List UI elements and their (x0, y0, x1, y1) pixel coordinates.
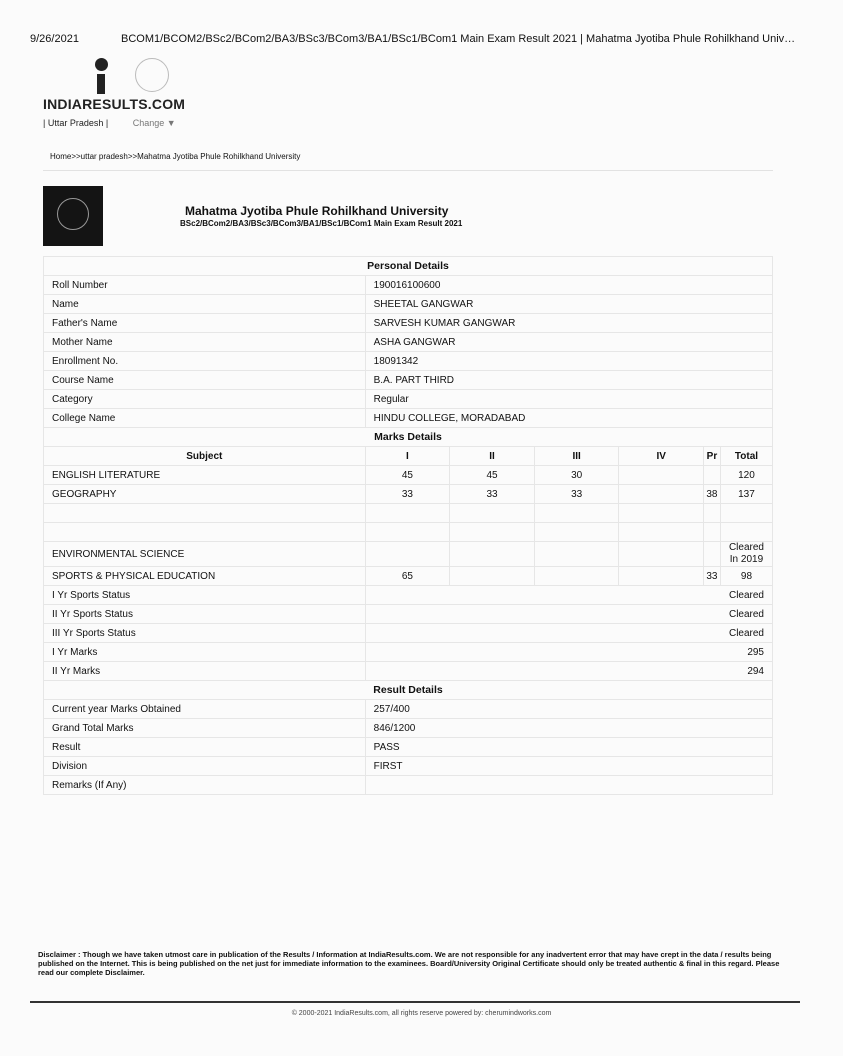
table-row: ENVIRONMENTAL SCIENCE Cleared In 2019 (44, 542, 773, 567)
marks-details-heading: Marks Details (44, 428, 773, 447)
table-row: II Yr Sports Status Cleared (44, 605, 773, 624)
breadcrumb[interactable]: Home>>uttar pradesh>>Mahatma Jyotiba Phule Rohilkhand University (50, 152, 301, 161)
table-row: Division FIRST (44, 757, 773, 776)
table-row: I Yr Marks 295 (44, 643, 773, 662)
table-row: Course Name B.A. PART THIRD (44, 371, 773, 390)
print-page-title: BCOM1/BCOM2/BSc2/BCom2/BA3/BSc3/BCom3/BA1/BSc1/BCom1 Main Exam Result 2021 | Mahatma Jyotiba Phule Rohilkhand Univ… (121, 33, 796, 45)
table-row: ENGLISH LITERATURE 45 45 30 120 (44, 466, 773, 485)
change-state-link[interactable]: Change ▼ (132, 118, 176, 128)
footer-divider (30, 1001, 800, 1003)
table-row (44, 504, 773, 523)
table-row: Grand Total Marks 846/1200 (44, 719, 773, 738)
table-row: Father's Name SARVESH KUMAR GANGWAR (44, 314, 773, 333)
table-row: II Yr Marks 294 (44, 662, 773, 681)
table-row: Mother Name ASHA GANGWAR (44, 333, 773, 352)
exam-subtitle: BSc2/BCom2/BA3/BSc3/BCom3/BA1/BSc1/BCom1 Main Exam Result 2021 (180, 219, 463, 228)
table-row: College Name HINDU COLLEGE, MORADABAD (44, 409, 773, 428)
table-row (44, 523, 773, 542)
disclaimer-text: Disclaimer : Though we have taken utmost care in publication of the Results / Information at IndiaResults.com. We are not responsible for any inadvertent error that may have crept in the data / results being published on the Internet. This is being published on the net just for immediate information to the examinees. Board/University Original Certificate should only be treated authentic & final in this regard. Please read our complete Disclaimer. (38, 950, 780, 977)
print-date: 9/26/2021 (30, 33, 79, 45)
university-emblem-icon (43, 186, 103, 246)
logo-text: INDIARESULTS.COM (43, 96, 186, 112)
table-row: GEOGRAPHY 33 33 33 38 137 (44, 485, 773, 504)
table-row: III Yr Sports Status Cleared (44, 624, 773, 643)
table-row: Enrollment No. 18091342 (44, 352, 773, 371)
university-name: Mahatma Jyotiba Phule Rohilkhand University (185, 204, 449, 218)
divider (43, 170, 773, 171)
table-row: Roll Number 190016100600 (44, 276, 773, 295)
marks-header-row: Subject I II III IV Pr Total (44, 447, 773, 466)
site-logo[interactable] (43, 56, 185, 128)
result-table (43, 256, 773, 795)
table-row: Name SHEETAL GANGWAR (44, 295, 773, 314)
table-row: Category Regular (44, 390, 773, 409)
copyright-text: © 2000-2021 IndiaResults.com, all rights reserve powered by: cherumindworks.com (291, 1010, 552, 1017)
table-row: Result PASS (44, 738, 773, 757)
personal-details-heading: Personal Details (44, 257, 773, 276)
table-row: Current year Marks Obtained 257/400 (44, 700, 773, 719)
table-row: SPORTS & PHYSICAL EDUCATION 65 33 98 (44, 567, 773, 586)
logo-mark-icon (43, 56, 173, 96)
state-label: | Uttar Pradesh | (43, 118, 109, 128)
table-row: I Yr Sports Status Cleared (44, 586, 773, 605)
result-details-heading: Result Details (44, 681, 773, 700)
table-row: Remarks (If Any) (44, 776, 773, 795)
